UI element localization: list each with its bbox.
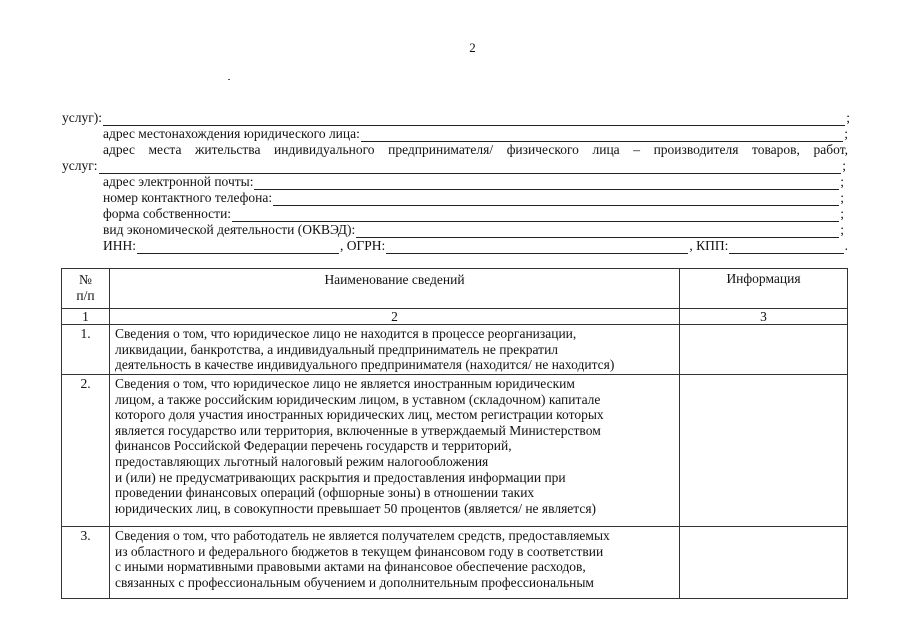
row-line: Сведения о том, что работодатель не является получателем средств, предоставляемых (115, 528, 610, 543)
field-email-label: адрес электронной почты: (103, 174, 254, 189)
row-line: ликвидации, банкротства, а индивидуальный предприниматель не прекратил (115, 341, 559, 357)
table-row (62, 325, 848, 375)
residence-word: жительства (195, 142, 261, 157)
field-phone-end: ; (840, 190, 844, 205)
field-services-label: услуг): (62, 110, 103, 125)
row-line: Сведения о том, что юридическое лицо не находится в процессе реорганизации, (115, 326, 577, 341)
field-email (103, 174, 844, 190)
residence-word: физического (506, 142, 579, 157)
kpp-label: , КПП: (689, 238, 729, 253)
row-line: из областного и федерального бюджетов в текущем финансовом году в соответствии (115, 543, 604, 559)
column-number: 2 (110, 309, 680, 325)
field-okved-blank[interactable] (356, 225, 839, 238)
field-legal-address (103, 126, 848, 142)
field-legal-address-label: адрес местонахождения юридического лица: (103, 126, 360, 141)
residence-word: предпринимателя/ (388, 142, 494, 157)
row-info-cell[interactable] (680, 375, 848, 527)
header-num-line2: п/п (76, 287, 95, 303)
field-residence-end: ; (842, 158, 846, 173)
field-services-end: ; (846, 110, 850, 125)
row-number: 1. (62, 325, 110, 375)
field-phone-label: номер контактного телефона: (103, 190, 273, 205)
field-phone-blank[interactable] (273, 193, 839, 206)
field-services (62, 110, 850, 126)
field-residence (62, 158, 846, 174)
header-num-line1: № (79, 272, 92, 287)
row-description (110, 375, 680, 527)
field-residence-blank[interactable] (99, 161, 842, 174)
field-residence-label (103, 142, 848, 158)
ogrn-blank[interactable] (386, 241, 688, 254)
row-line: проведении финансовых операций (офшорные зоны) в отношении таких (115, 485, 535, 501)
field-email-blank[interactable] (254, 177, 839, 190)
ogrn-label: , ОГРН: (340, 238, 386, 253)
info-table (61, 268, 848, 599)
field-residence-cont-label: услуг: (62, 158, 98, 173)
field-okved-label: вид экономической деятельности (ОКВЭД): (103, 222, 356, 237)
field-ownership-label: форма собственности: (103, 206, 232, 221)
field-ids (103, 238, 848, 254)
field-okved (103, 222, 844, 238)
residence-word: работ, (813, 142, 848, 157)
row-line: лицом, а также российским юридическим лицом, в уставном (складочном) капитале (115, 391, 601, 407)
row-description (110, 325, 680, 375)
field-legal-address-blank[interactable] (361, 129, 843, 142)
row-line: предоставляющих льготный налоговый режим налогообложения (115, 453, 489, 469)
table-row (62, 375, 848, 527)
field-okved-end: ; (840, 222, 844, 237)
residence-word: места (148, 142, 182, 157)
row-line: юридических лиц, в совокупности превышает 50 процентов (является/ не является) (115, 500, 597, 516)
residence-word: индивидуального (274, 142, 375, 157)
field-legal-address-end: ; (844, 126, 848, 141)
column-number: 1 (62, 309, 110, 325)
field-ownership (103, 206, 844, 222)
column-number-row (62, 309, 848, 325)
residence-word: адрес (103, 142, 135, 157)
field-phone (103, 190, 844, 206)
row-line: является государство или территория, включенные в утверждаемый Министерством (115, 422, 601, 438)
row-line: деятельность в качестве индивидуального предпринимателя (находится/ не находится) (115, 357, 615, 373)
residence-word: лица (592, 142, 620, 157)
row-line: связанных с профессиональным обучением и дополнительным профессиональным (115, 574, 594, 590)
row-line: которого доля участия иностранных юридических лиц, местом регистрации которых (115, 407, 604, 423)
table-row (62, 527, 848, 599)
field-ownership-blank[interactable] (232, 209, 839, 222)
row-number: 3. (62, 527, 110, 599)
row-info-cell[interactable] (680, 527, 848, 599)
field-services-blank[interactable] (103, 113, 845, 126)
residence-word: производителя (653, 142, 739, 157)
residence-word: – (633, 142, 640, 157)
column-number: 3 (680, 309, 848, 325)
scan-speck (228, 79, 230, 80)
field-email-end: ; (840, 174, 844, 189)
row-info-cell[interactable] (680, 325, 848, 375)
row-description (110, 527, 680, 599)
header-num (62, 269, 110, 309)
row-number: 2. (62, 375, 110, 527)
header-name: Наименование сведений (110, 269, 680, 309)
residence-word: товаров, (752, 142, 800, 157)
inn-label: ИНН: (103, 238, 136, 253)
table-header-row (62, 269, 848, 309)
header-info: Информация (680, 269, 848, 309)
row-line: с иными нормативными правовыми актами на финансовое обеспечение расходов, (115, 559, 586, 575)
row-line: и (или) не предусматривающих раскрытия и предоставления информации при (115, 469, 566, 485)
inn-blank[interactable] (137, 241, 339, 254)
field-ownership-end: ; (840, 206, 844, 221)
kpp-blank[interactable] (729, 241, 843, 254)
page-number: 2 (469, 40, 476, 55)
row-line: финансов Российской Федерации перечень государств и территорий, (115, 438, 512, 454)
row-line: Сведения о том, что юридическое лицо не является иностранным юридическим (115, 376, 575, 391)
ids-end: . (844, 238, 848, 253)
